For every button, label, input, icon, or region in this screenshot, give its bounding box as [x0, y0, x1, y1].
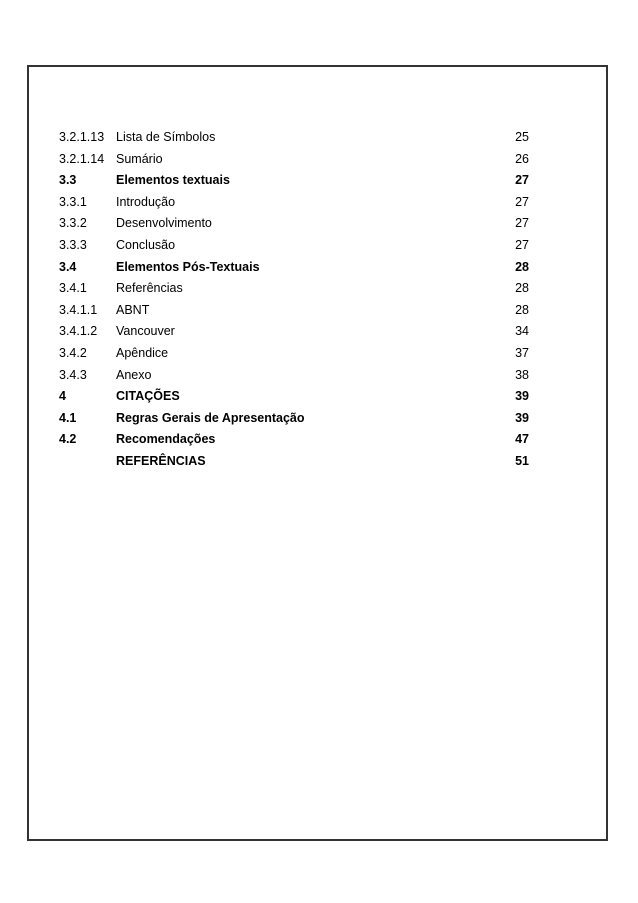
toc-entry-page: 39: [515, 389, 529, 404]
toc-entry-title: Lista de Símbolos: [116, 130, 216, 144]
toc-entry-title: Vancouver: [116, 324, 175, 339]
toc-entry[interactable]: [59, 386, 529, 408]
toc-entry-page: 47: [515, 432, 529, 447]
toc-entry-title: REFERÊNCIAS: [116, 453, 206, 468]
toc-entry-title: Conclusão: [116, 237, 176, 252]
toc-entry[interactable]: [59, 300, 529, 322]
toc-entry-page: 25: [515, 130, 529, 144]
toc-entry[interactable]: [59, 235, 529, 257]
toc-entry-title: Anexo: [116, 367, 152, 382]
toc-entry-number: 3.4.1: [59, 281, 87, 296]
toc-entry[interactable]: [59, 408, 529, 430]
toc-entry-title: Recomendações: [116, 432, 216, 447]
toc-entry-number: 4.1: [59, 410, 77, 425]
toc-entry-number: 3.3.3: [59, 237, 87, 252]
toc-entry-page: 28: [515, 281, 529, 296]
toc-entry-page: 39: [515, 410, 529, 425]
toc-entry-title: Introdução: [116, 194, 176, 209]
toc-entry-number: 3.2.1.14: [59, 151, 105, 166]
toc-entry-page: 38: [515, 367, 529, 382]
toc-entry-number: 3.4.2: [59, 345, 87, 360]
toc-entry-page: 34: [515, 324, 529, 339]
toc-entry[interactable]: [59, 213, 529, 235]
toc-entry-title: Desenvolvimento: [116, 216, 212, 231]
toc-entry-page: 37: [515, 345, 529, 360]
toc-entry-page: 27: [515, 194, 529, 209]
toc-entry[interactable]: [59, 257, 529, 279]
toc-entry[interactable]: [59, 192, 529, 214]
toc-entry-title: Elementos Pós-Textuais: [116, 259, 260, 274]
toc-entry-title: Sumário: [116, 151, 163, 166]
toc-entry-number: 3.3: [59, 173, 77, 188]
toc-entry-title: Elementos textuais: [116, 173, 230, 188]
toc-entry-page: 27: [515, 216, 529, 231]
toc-entry-title: CITAÇÕES: [116, 389, 180, 404]
toc-entry[interactable]: [59, 278, 529, 300]
table-of-contents: [59, 127, 529, 473]
toc-entry-page: 27: [515, 237, 529, 252]
toc-entry-title: Apêndice: [116, 345, 169, 360]
toc-entry-number: 4.2: [59, 432, 77, 447]
toc-entry-number: 3.3.1: [59, 194, 87, 209]
toc-entry-page: 26: [515, 151, 529, 166]
toc-entry-number: 3.2.1.13: [59, 130, 105, 144]
toc-entry-number: 3.3.2: [59, 216, 87, 231]
toc-entry[interactable]: [59, 170, 529, 192]
toc-entry-number: 3.4: [59, 259, 77, 274]
toc-entry-title: Regras Gerais de Apresentação: [116, 410, 305, 425]
toc-entry-number: 4: [59, 389, 66, 404]
toc-entry-title: ABNT: [116, 302, 150, 317]
toc-entry-number: 3.4.1.1: [59, 302, 98, 317]
toc-entry[interactable]: [59, 365, 529, 387]
toc-entry[interactable]: [59, 127, 529, 149]
toc-entry[interactable]: [59, 321, 529, 343]
toc-entry-page: 28: [515, 302, 529, 317]
toc-entry[interactable]: [59, 343, 529, 365]
toc-entry-page: 51: [515, 453, 529, 468]
toc-entry-title: Referências: [116, 281, 183, 296]
toc-entry-page: 27: [515, 173, 529, 188]
toc-entry-page: 28: [515, 259, 529, 274]
toc-entry-number: 3.4.1.2: [59, 324, 98, 339]
toc-entry[interactable]: [59, 451, 529, 473]
toc-entry[interactable]: [59, 149, 529, 171]
toc-entry[interactable]: [59, 429, 529, 451]
toc-entry-number: 3.4.3: [59, 367, 87, 382]
